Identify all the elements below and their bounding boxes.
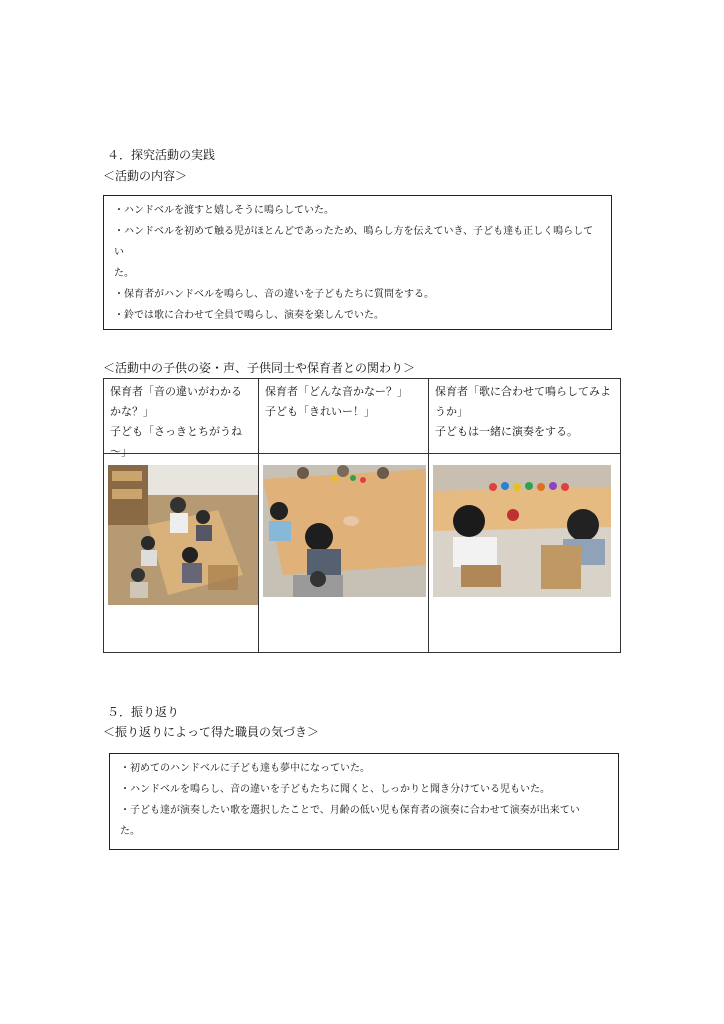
quote-line: 保育者「歌に合わせて鳴らしてみよ bbox=[435, 385, 611, 398]
section-4-heading: ４．探究活動の実践 bbox=[107, 148, 216, 162]
observations-heading: ＜活動中の子供の姿・声、子供同士や保育者との関わり＞ bbox=[103, 361, 416, 375]
section-5-subheading: ＜振り返りによって得た職員の気づき＞ bbox=[103, 725, 320, 739]
reflection-box bbox=[109, 753, 619, 850]
quote-line: 子どもは一緒に演奏をする。 bbox=[435, 425, 578, 438]
quote-line: 子ども「さっきとちがうね～」 bbox=[110, 425, 242, 458]
quote-line: かな？」 bbox=[110, 405, 154, 418]
classroom-photo-2 bbox=[263, 465, 426, 597]
quote-line: うか」 bbox=[435, 405, 468, 418]
photo-cell bbox=[429, 454, 621, 653]
observations-table bbox=[103, 378, 621, 653]
quote-line: 保育者「音の違いがわかる bbox=[110, 385, 242, 398]
reflection-item: ・初めてのハンドベルに子ども達も夢中になっていた。 bbox=[120, 763, 370, 774]
observation-cell bbox=[259, 379, 429, 454]
reflection-item: ・ハンドベルを鳴らし、音の違いを子どもたちに聞くと、しっかりと聞き分けている児もいた。 bbox=[120, 784, 550, 795]
quote-line: 子ども「きれいー！」 bbox=[265, 405, 375, 418]
classroom-photo-3 bbox=[433, 465, 611, 597]
reflection-item: ・子ども達が演奏したい歌を選択したことで、月齢の低い児も保育者の演奏に合わせて演奏が出来てい bbox=[120, 805, 580, 816]
quote-line: 保育者「どんな音かなー？」 bbox=[265, 385, 408, 398]
photo-cell bbox=[104, 454, 259, 653]
photo-cell bbox=[259, 454, 429, 653]
activity-item: ・ハンドベルを初めて触る児がほとんどであったため、鳴らし方を伝えていき、子ども達も正しく鳴らしてい bbox=[114, 226, 594, 258]
section-5-heading: ５．振り返り bbox=[107, 705, 180, 719]
activity-item: た。 bbox=[114, 268, 134, 279]
classroom-photo-1 bbox=[108, 465, 258, 605]
activity-item: ・保育者がハンドベルを鳴らし、音の違いを子どもたちに質問をする。 bbox=[114, 289, 434, 300]
reflection-item: た。 bbox=[120, 826, 140, 837]
observation-cell bbox=[104, 379, 259, 458]
activity-item: ・ハンドベルを渡すと嬉しそうに鳴らしていた。 bbox=[114, 205, 334, 216]
observation-cell bbox=[429, 379, 621, 454]
section-4-subheading: ＜活動の内容＞ bbox=[103, 169, 188, 183]
activity-item: ・鈴では歌に合わせて全員で鳴らし、演奏を楽しんでいた。 bbox=[114, 310, 384, 321]
activity-content-box bbox=[103, 195, 612, 330]
